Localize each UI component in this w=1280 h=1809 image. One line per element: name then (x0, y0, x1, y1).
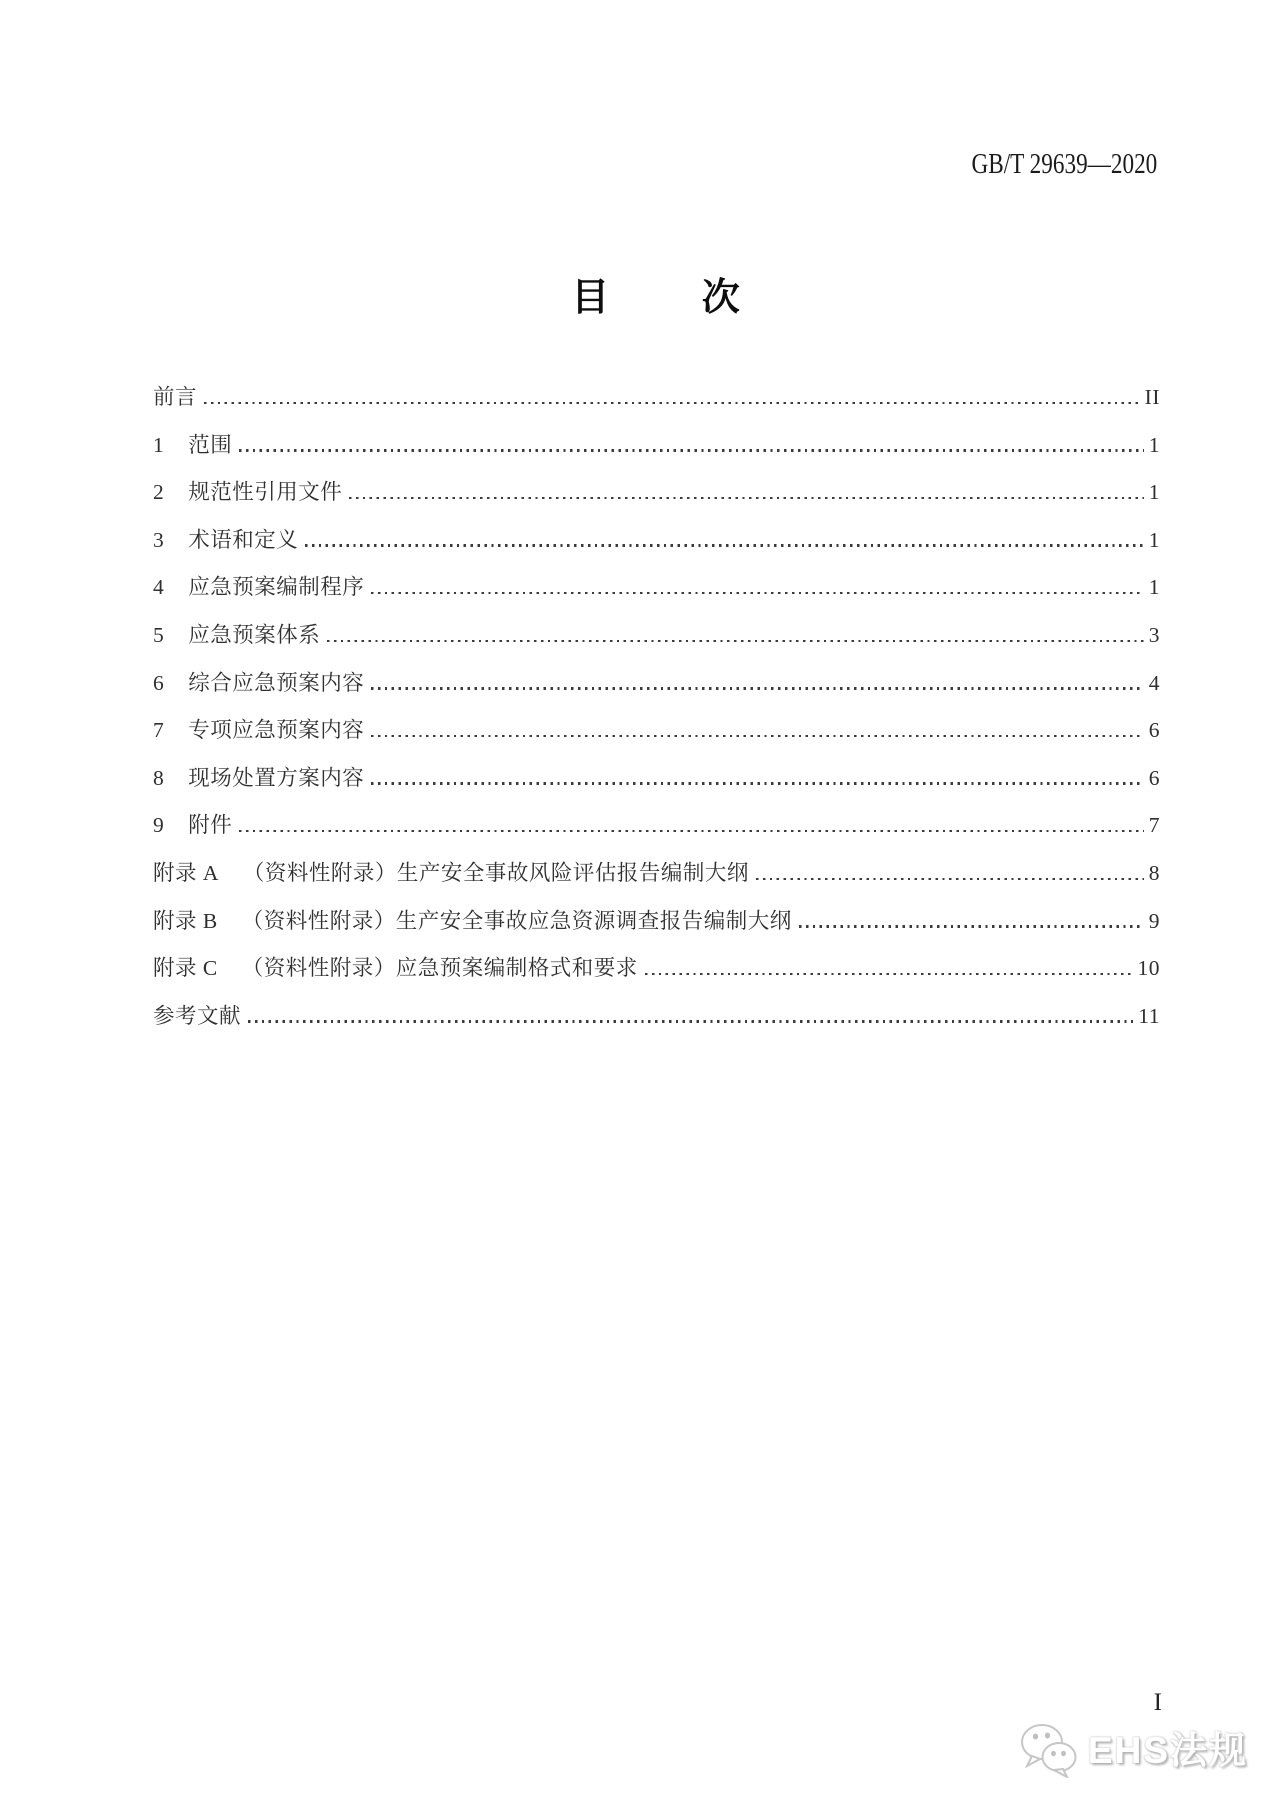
toc-entry (153, 660, 1160, 708)
toc-entry-number: 4 (153, 575, 165, 600)
watermark (1018, 1722, 1248, 1778)
toc-entry-title: 参考文献 (153, 1003, 242, 1028)
toc-entry (153, 469, 1160, 517)
toc-entry-page: 11 (1138, 1003, 1160, 1028)
dot-leader (204, 402, 1140, 404)
toc-entry-number: 7 (153, 718, 165, 743)
toc-entry-title: （资料性附录）应急预案编制格式和要求 (241, 956, 638, 981)
wechat-bubbles-icon (1018, 1722, 1080, 1778)
page-number: I (1153, 1689, 1162, 1716)
dot-leader (371, 782, 1143, 784)
toc-entry-number: 6 (153, 670, 165, 695)
toc-entry-number: 附录 A (153, 860, 219, 885)
toc-entry-page: 1 (1148, 432, 1160, 457)
toc-entry-page: 10 (1137, 956, 1160, 981)
page-title: 目 次 (571, 277, 742, 319)
dot-leader (799, 925, 1144, 927)
table-of-contents (153, 374, 1160, 1040)
toc-entry-page: 8 (1148, 860, 1160, 885)
toc-entry (153, 945, 1160, 993)
toc-entry (153, 517, 1160, 565)
toc-entry-title: （资料性附录）生产安全事故风险评估报告编制大纲 (242, 860, 749, 885)
toc-entry-number: 3 (153, 527, 165, 552)
dot-leader (756, 878, 1144, 880)
toc-entry (153, 707, 1160, 755)
toc-entry-page: 6 (1148, 765, 1160, 790)
toc-entry (153, 612, 1160, 660)
toc-entry-page: 4 (1148, 670, 1160, 695)
toc-entry-page: 3 (1148, 622, 1160, 647)
toc-entry (153, 993, 1160, 1041)
toc-entry-title: （资料性附录）生产安全事故应急资源调查报告编制大纲 (241, 908, 792, 933)
toc-entry-title: 专项应急预案内容 (188, 718, 365, 743)
dot-leader (239, 449, 1143, 451)
toc-entry-title: 现场处置方案内容 (188, 765, 365, 790)
toc-entry-page: 1 (1148, 480, 1160, 505)
toc-entry-number: 1 (153, 432, 165, 457)
toc-entry-number: 附录 B (153, 908, 218, 933)
toc-entry-title: 应急预案体系 (188, 622, 321, 647)
toc-entry-page: 1 (1148, 527, 1160, 552)
toc-entry-title: 规范性引用文件 (188, 480, 343, 505)
toc-entry (153, 374, 1160, 422)
toc-entry-title: 附件 (188, 813, 233, 838)
toc-entry (153, 898, 1160, 946)
toc-entry-title: 前言 (153, 385, 198, 409)
dot-leader (371, 592, 1143, 594)
toc-entry-page: 7 (1148, 813, 1160, 838)
dot-leader (349, 497, 1143, 499)
toc-entry (153, 802, 1160, 850)
toc-entry-title: 综合应急预案内容 (188, 670, 365, 695)
dot-leader (327, 640, 1143, 642)
dot-leader (305, 544, 1143, 546)
toc-entry-title: 范围 (188, 432, 233, 457)
toc-entry-number: 9 (153, 813, 165, 838)
toc-entry-number: 附录 C (153, 956, 218, 981)
standard-code: GB/T 29639—2020 (971, 148, 1157, 180)
toc-entry-page: 9 (1148, 908, 1160, 933)
toc-entry-title: 术语和定义 (188, 527, 299, 552)
toc-entry-page: 1 (1148, 575, 1160, 600)
toc-entry (153, 422, 1160, 470)
toc-entry (153, 755, 1160, 803)
dot-leader (371, 735, 1143, 737)
toc-entry-title: 应急预案编制程序 (188, 575, 365, 600)
dot-leader (371, 687, 1143, 689)
toc-entry-number: 8 (153, 765, 165, 790)
toc-entry (153, 850, 1160, 898)
dot-leader (645, 973, 1133, 975)
dot-leader (248, 1020, 1133, 1022)
toc-entry-page: 6 (1148, 718, 1160, 743)
toc-entry-number: 2 (153, 480, 165, 505)
toc-entry-page: II (1144, 385, 1160, 409)
watermark-text: EHS法规 (1087, 1729, 1248, 1771)
toc-entry (153, 564, 1160, 612)
toc-entry-number: 5 (153, 622, 165, 647)
dot-leader (239, 830, 1143, 832)
